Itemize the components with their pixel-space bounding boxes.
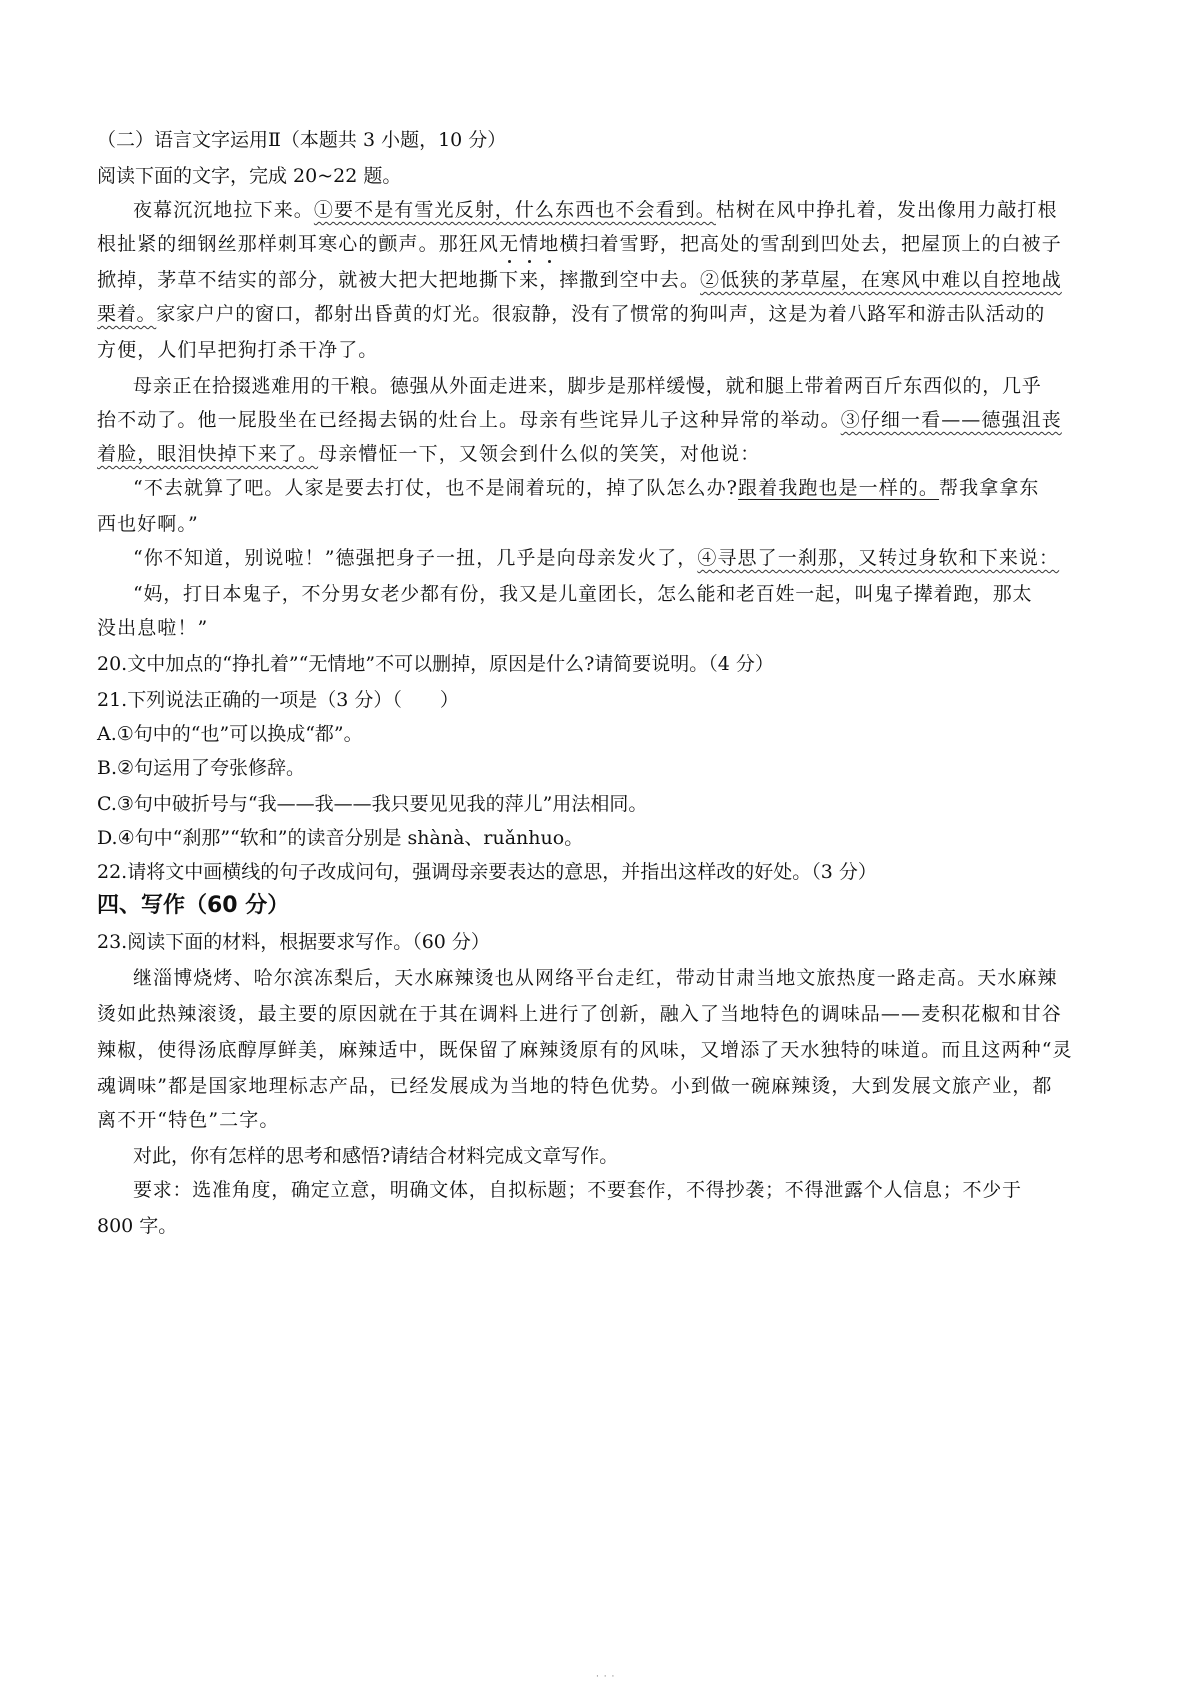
passage-text: 掀掉，茅草不结实的部分，就被大把大把地撕下来，摔撒到空中去。: [97, 269, 701, 291]
passage-line: [133, 198, 1058, 222]
passage-line: [97, 268, 1062, 292]
sentence-3-end: 着脸，眼泪快掉下来了。: [97, 443, 319, 465]
underlined-sentence: 跟着我跑也是一样的。: [738, 477, 940, 499]
passage-text: 帮我拿拿东: [939, 477, 1040, 499]
passage-line: 没出息啦！”: [97, 617, 209, 639]
sentence-2: ②低狭的茅草屋，在寒风中难以自控地战: [700, 269, 1062, 291]
material-line: 继淄博烧烤、哈尔滨冻梨后，天水麻辣烫也从网络平台走红，带动甘肃当地文旅热度一路走高。天水麻辣: [133, 967, 1058, 989]
passage-line: [133, 546, 1059, 570]
footer-mark: · · ·: [596, 1672, 616, 1682]
writing-heading: 四、写作（60 分）: [97, 893, 290, 918]
passage-line: [133, 476, 1040, 500]
passage-line: 西也好啊。”: [97, 513, 199, 535]
question-20: 20.文中加点的“挣扎着”“无情地”不可以删掉，原因是什么?请简要说明。（4 分）: [97, 653, 774, 675]
passage-line: [97, 232, 1062, 256]
passage-text: “不去就算了吧。人家是要去打仗，也不是闹着玩的，掉了队怎么办?: [133, 477, 739, 499]
passage-text: “你不知道，别说啦！”德强把身子一扭，几乎是向母亲发火了，: [133, 547, 698, 569]
passage-line: [97, 442, 760, 466]
material-line: 魂调味”都是国家地理标志产品，已经发展成为当地的特色优势。小到做一碗麻辣烫，大到发展文旅产业，都: [97, 1075, 1053, 1097]
option-c: C.③句中破折号与“我——我——我只要见见我的萍儿”用法相同。: [97, 793, 648, 815]
dotted-char: 无: [499, 233, 520, 255]
sentence-3: ③仔细一看——德强沮丧: [840, 409, 1062, 431]
option-b: B.②句运用了夸张修辞。: [97, 757, 306, 779]
section-header: （二）语言文字运用Ⅱ（本题共 3 小题，10 分）: [97, 129, 507, 151]
passage-text: 横扫着雪野，把高处的雪刮到凹处去，把屋顶上的白被子: [559, 233, 1062, 255]
question-22: 22.请将文中画横线的句子改成问句，强调母亲要表达的意思，并指出这样改的好处。（3 分）: [97, 861, 877, 883]
dotted-char: 情: [519, 233, 540, 255]
passage-text: 根扯紧的细钢丝那样刺耳寒心的颤声。那狂风: [97, 233, 500, 255]
writing-requirements-end: 800 字。: [97, 1215, 178, 1237]
reading-instruction: 阅读下面的文字，完成 20~22 题。: [97, 165, 402, 187]
passage-line: “妈，打日本鬼子，不分男女老少都有份，我又是儿童团长，怎么能和老百姓一起，叫鬼子撵着跑，那太: [133, 583, 1033, 605]
passage-text: 抬不动了。他一屁股坐在已经揭去锅的灶台上。母亲有些诧异儿子这种异常的举动。: [97, 409, 841, 431]
sentence-4: ④寻思了一刹那，又转过身软和下来说：: [697, 547, 1060, 569]
writing-prompt: 对此，你有怎样的思考和感悟?请结合材料完成文章写作。: [133, 1145, 619, 1167]
passage-text: 枯树在风中挣扎着，发出像用力敲打根: [715, 199, 1058, 221]
passage-text: 夜幕沉沉地拉下来。: [133, 199, 314, 221]
material-line: 离不开“特色”二字。: [97, 1109, 280, 1131]
passage-line: [97, 408, 1062, 432]
writing-requirements: 要求：选准角度，确定立意，明确文体，自拟标题；不要套作，不得抄袭；不得泄露个人信息；不少于: [133, 1179, 1022, 1201]
option-d: D.④句中“刹那”“软和”的读音分别是 shànà、ruǎnhuo。: [97, 827, 584, 849]
sentence-1: ①要不是有雪光反射，什么东西也不会看到。: [313, 199, 716, 221]
sentence-2-end: 栗着。: [97, 303, 157, 325]
option-a: A.①句中的“也”可以换成“都”。: [97, 723, 363, 745]
material-line: 烫如此热辣滚烫，最主要的原因就在于其在调料上进行了创新，融入了当地特色的调味品——麦积花椒和甘谷: [97, 1003, 1062, 1025]
passage-line: 母亲正在拾掇逃难用的干粮。德强从外面走进来，脚步是那样缓慢，就和腿上带着两百斤东西似的，几乎: [133, 375, 1042, 397]
dotted-char: 地: [539, 233, 560, 255]
passage-text: 家家户户的窗口，都射出昏黄的灯光。很寂静，没有了惯常的狗叫声，这是为着八路军和游击队活动的: [156, 303, 1046, 325]
passage-text: 母亲懵怔一下，又领会到什么似的笑笑，对他说：: [318, 443, 761, 465]
question-23: 23.阅读下面的材料，根据要求写作。（60 分）: [97, 931, 490, 953]
passage-line: 方便，人们早把狗打杀干净了。: [97, 339, 379, 361]
question-21: 21.下列说法正确的一项是（3 分）（ ）: [97, 689, 459, 711]
passage-line: [97, 302, 1045, 326]
material-line: 辣椒，使得汤底醇厚鲜美，麻辣适中，既保留了麻辣烫原有的风味，又增添了天水独特的味道。而且这两种“灵: [97, 1039, 1073, 1061]
